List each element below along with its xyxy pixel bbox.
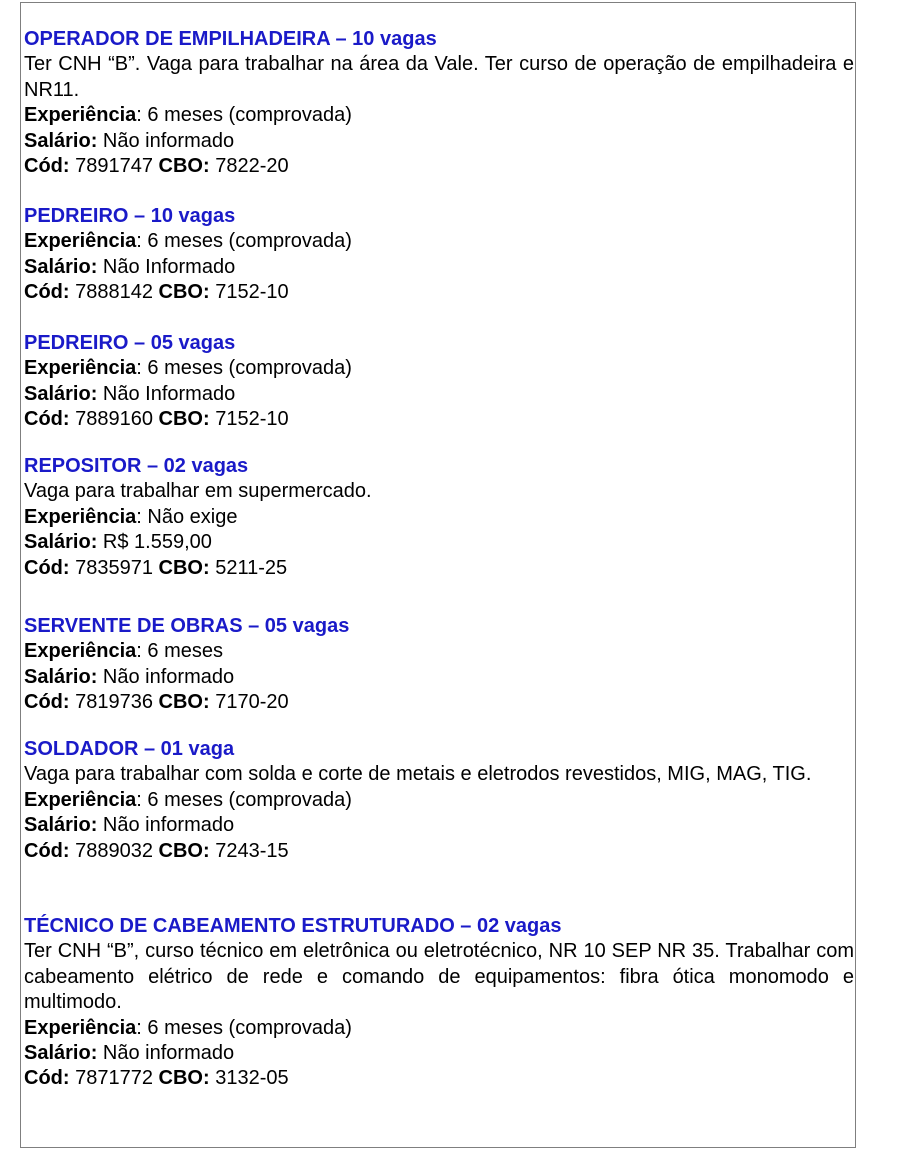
experience-line: [24, 788, 854, 813]
salary-line: [24, 1041, 854, 1066]
job-title: SERVENTE DE OBRAS – 05 vagas: [24, 615, 350, 637]
job-title: SOLDADOR – 01 vaga: [24, 738, 235, 760]
code-line: [24, 690, 854, 715]
code-line: [24, 154, 854, 179]
code-value: 7889160: [69, 408, 153, 431]
experience-label: Experiência: [24, 104, 137, 127]
cbo-label: CBO:: [158, 839, 210, 862]
job-description: Ter CNH “B”. Vaga para trabalhar na área da Vale. Ter curso de operação de empilhadeira e NR11.: [24, 53, 854, 101]
cbo-value: 7152-10: [209, 281, 289, 304]
code-label: Cód:: [24, 155, 70, 178]
experience-label: Experiência: [24, 505, 137, 528]
code-line: [24, 407, 854, 432]
job-description: Ter CNH “B”, curso técnico em eletrônica ou eletrotécnico, NR 10 SEP NR 35. Trabalhar com cabeamento elétrico de rede e comando de equipamentos: fibra ótica monomodo e multimodo.: [24, 940, 854, 1014]
experience-value: : 6 meses: [136, 640, 223, 663]
code-value: 7871772: [69, 1067, 153, 1090]
salary-label: Salário:: [24, 531, 98, 554]
salary-line: [24, 382, 854, 407]
experience-line: [24, 229, 854, 254]
salary-label: Salário:: [24, 382, 98, 405]
job-title: REPOSITOR – 02 vagas: [24, 455, 249, 477]
salary-value: Não informado: [97, 665, 235, 688]
cbo-label: CBO:: [158, 155, 210, 178]
code-value: 7889032: [69, 839, 153, 862]
experience-label: Experiência: [24, 357, 137, 380]
salary-value: Não informado: [97, 1042, 235, 1065]
cbo-label: CBO:: [158, 1067, 210, 1090]
experience-line: [24, 356, 854, 381]
experience-value: : 6 meses (comprovada): [136, 1016, 352, 1039]
job-listing: [24, 614, 854, 716]
job-title: PEDREIRO – 10 vagas: [24, 205, 236, 227]
experience-label: Experiência: [24, 788, 137, 811]
code-label: Cód:: [24, 1067, 70, 1090]
salary-label: Salário:: [24, 814, 98, 837]
experience-line: [24, 505, 854, 530]
job-description: Vaga para trabalhar com solda e corte de metais e eletrodos revestidos, MIG, MAG, TIG.: [24, 763, 812, 786]
job-listing: [24, 914, 854, 1092]
experience-value: : 6 meses (comprovada): [136, 104, 352, 127]
salary-line: [24, 813, 854, 838]
code-line: [24, 1066, 854, 1091]
job-listing: [24, 331, 854, 433]
experience-line: [24, 1016, 854, 1041]
experience-value: : Não exige: [136, 505, 238, 528]
code-line: [24, 556, 854, 581]
job-listing: [24, 204, 854, 306]
cbo-label: CBO:: [158, 281, 210, 304]
salary-value: Não Informado: [97, 382, 236, 405]
salary-value: R$ 1.559,00: [97, 531, 212, 554]
job-listing: [24, 737, 854, 864]
code-label: Cód:: [24, 408, 70, 431]
salary-line: [24, 530, 854, 555]
job-title: PEDREIRO – 05 vagas: [24, 332, 236, 354]
experience-value: : 6 meses (comprovada): [136, 788, 352, 811]
code-label: Cód:: [24, 281, 70, 304]
salary-value: Não informado: [97, 129, 235, 152]
job-title: OPERADOR DE EMPILHADEIRA – 10 vagas: [24, 28, 437, 50]
experience-label: Experiência: [24, 640, 137, 663]
cbo-value: 7170-20: [209, 691, 289, 714]
salary-label: Salário:: [24, 665, 98, 688]
salary-label: Salário:: [24, 1042, 98, 1065]
experience-label: Experiência: [24, 230, 137, 253]
job-title: TÉCNICO DE CABEAMENTO ESTRUTURADO – 02 vagas: [24, 915, 562, 937]
cbo-label: CBO:: [158, 691, 210, 714]
cbo-value: 7152-10: [209, 408, 289, 431]
code-value: 7835971: [69, 556, 153, 579]
experience-value: : 6 meses (comprovada): [136, 230, 352, 253]
experience-line: [24, 103, 854, 128]
cbo-value: 7822-20: [209, 155, 289, 178]
salary-line: [24, 665, 854, 690]
job-listing: [24, 454, 854, 581]
salary-label: Salário:: [24, 255, 98, 278]
code-value: 7819736: [69, 691, 153, 714]
job-description: Vaga para trabalhar em supermercado.: [24, 480, 372, 503]
job-listing: [24, 27, 854, 179]
salary-label: Salário:: [24, 129, 98, 152]
experience-line: [24, 639, 854, 664]
code-label: Cód:: [24, 691, 70, 714]
code-line: [24, 280, 854, 305]
salary-line: [24, 255, 854, 280]
salary-value: Não informado: [97, 814, 235, 837]
salary-line: [24, 129, 854, 154]
code-value: 7891747: [69, 155, 153, 178]
cbo-value: 3132-05: [209, 1067, 289, 1090]
experience-value: : 6 meses (comprovada): [136, 357, 352, 380]
cbo-label: CBO:: [158, 556, 210, 579]
experience-label: Experiência: [24, 1016, 137, 1039]
code-line: [24, 839, 854, 864]
cbo-label: CBO:: [158, 408, 210, 431]
cbo-value: 7243-15: [209, 839, 289, 862]
code-label: Cód:: [24, 556, 70, 579]
code-value: 7888142: [69, 281, 153, 304]
salary-value: Não Informado: [97, 255, 236, 278]
cbo-value: 5211-25: [209, 556, 288, 579]
code-label: Cód:: [24, 839, 70, 862]
